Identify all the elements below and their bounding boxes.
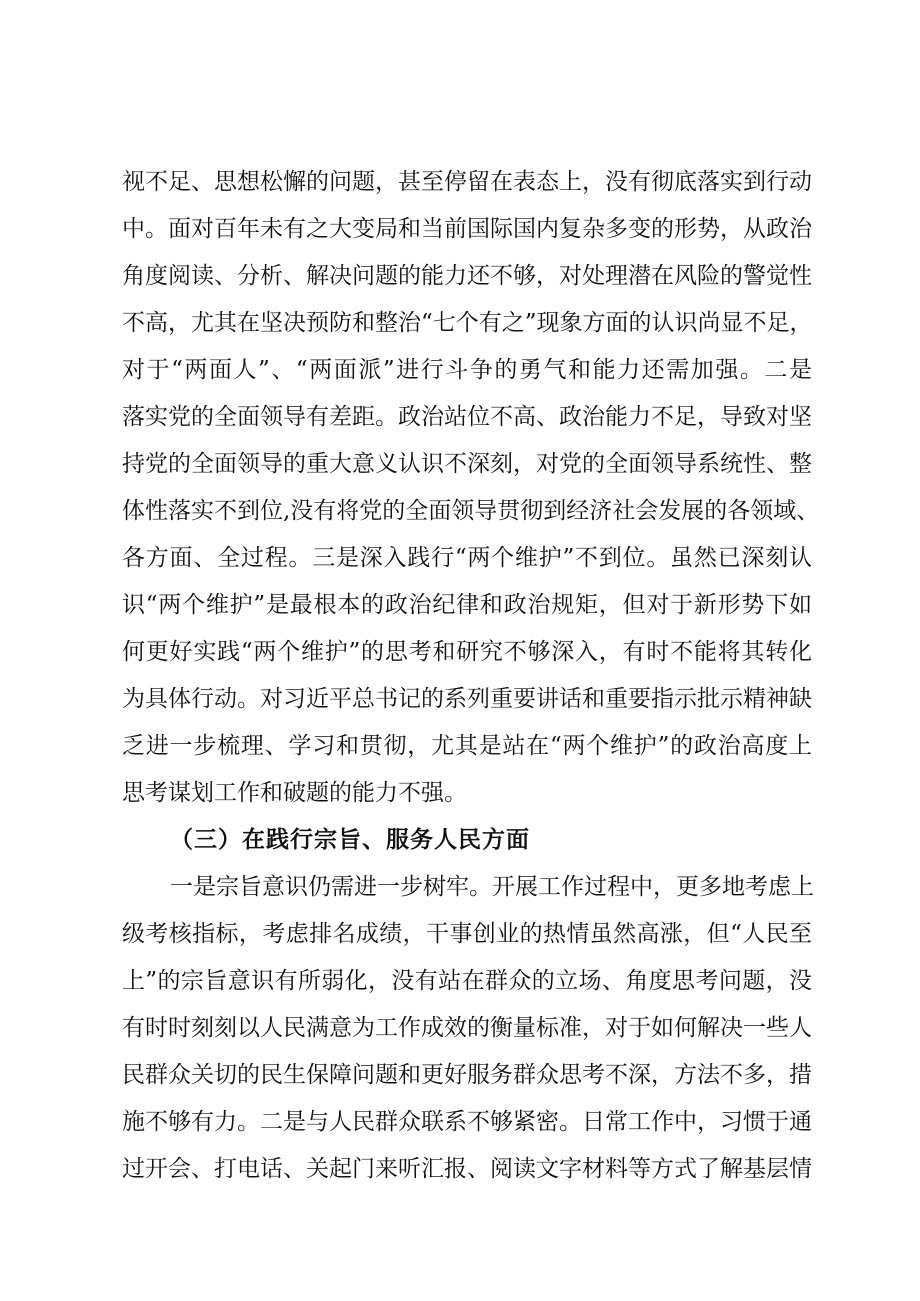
- paragraph-1-line-9: 各方面、全过程。三是深入践行“两个维护”不到位。虽然已深刻认: [122, 545, 812, 571]
- paragraph-2-line-1: 一是宗旨意识仍需进一步树牢。开展工作过程中，更多地考虑上: [170, 874, 814, 900]
- paragraph-2-line-4: 有时时刻刻以人民满意为工作成效的衡量标准，对于如何解决一些人: [122, 1015, 812, 1041]
- section-heading: （三）在践行宗旨、服务人民方面: [170, 827, 530, 853]
- paragraph-1-line-8: 体性落实不到位,没有将党的全面领导贯彻到经济社会发展的各领域、: [122, 498, 820, 524]
- paragraph-1-line-13: 乏进一步梳理、学习和贯彻，尤其是站在“两个维护”的政治高度上: [122, 733, 812, 759]
- paragraph-1-line-4: 不高，尤其在坚决预防和整治“七个有之”现象方面的认识尚显不足，: [122, 310, 813, 336]
- paragraph-1-line-1: 视不足、思想松懈的问题，甚至停留在表态上，没有彻底落实到行动: [122, 169, 812, 195]
- paragraph-1-line-2: 中。面对百年未有之大变局和当前国际国内复杂多变的形势，从政治: [122, 216, 812, 242]
- paragraph-1-line-3: 角度阅读、分析、解决问题的能力还不够，对处理潜在风险的警觉性: [122, 263, 812, 289]
- paragraph-2-line-7: 过开会、打电话、关起门来听汇报、阅读文字材料等方式了解基层情: [122, 1156, 812, 1182]
- paragraph-1-line-12: 为具体行动。对习近平总书记的系列重要讲话和重要指示批示精神缺: [122, 686, 812, 712]
- paragraph-1-line-14: 思考谋划工作和破题的能力不强。: [122, 780, 467, 806]
- paragraph-1-line-7: 持党的全面领导的重大意义认识不深刻，对党的全面领导系统性、整: [122, 451, 812, 477]
- paragraph-1-line-11: 何更好实践“两个维护”的思考和研究不够深入，有时不能将其转化: [122, 639, 812, 665]
- paragraph-2-line-3: 上”的宗旨意识有所弱化，没有站在群众的立场、角度思考问题，没: [122, 968, 812, 994]
- paragraph-1-line-5: 对于“两面人”、“两面派”进行斗争的勇气和能力还需加强。二是: [122, 357, 812, 383]
- paragraph-2-line-2: 级考核指标，考虑排名成绩，干事创业的热情虽然高涨，但“人民至: [122, 921, 812, 947]
- paragraph-2-line-5: 民群众关切的民生保障问题和更好服务群众思考不深，方法不多，措: [122, 1062, 812, 1088]
- paragraph-1-line-10: 识“两个维护”是最根本的政治纪律和政治规矩，但对于新形势下如: [122, 592, 812, 618]
- paragraph-2-line-6: 施不够有力。二是与人民群众联系不够紧密。日常工作中，习惯于通: [122, 1109, 812, 1135]
- paragraph-1-line-6: 落实党的全面领导有差距。政治站位不高、政治能力不足，导致对坚: [122, 404, 812, 430]
